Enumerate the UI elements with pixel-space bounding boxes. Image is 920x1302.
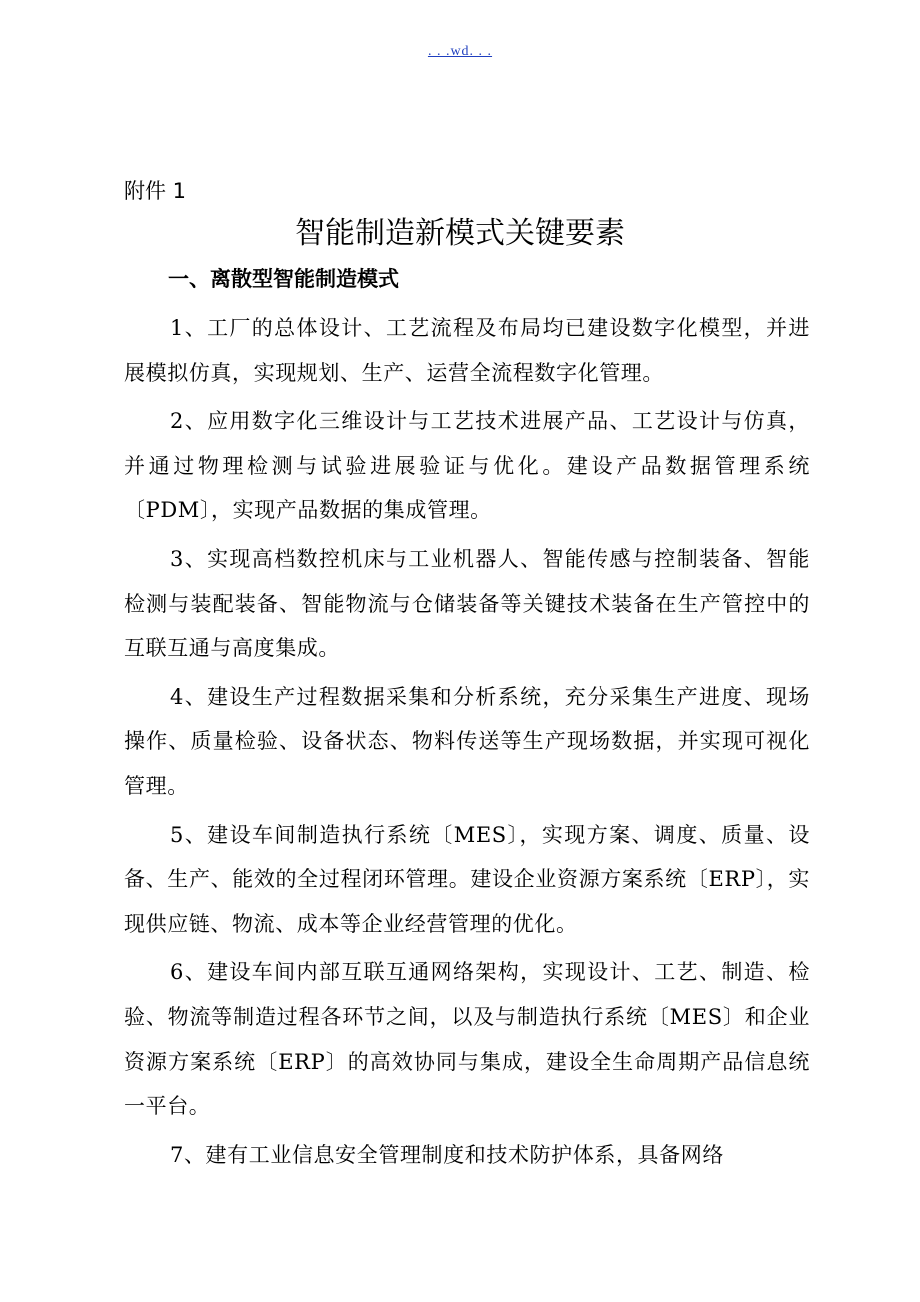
header-mark: . . .wd. . . (427, 44, 493, 59)
paragraph-3: 3、实现高档数控机床与工业机器人、智能传感与控制装备、智能检测与装配装备、智能物流与仓储装备等关键技术装备在生产管控中的互联互通与高度集成。 (124, 546, 810, 661)
section-heading: 一、离散型智能制造模式 (168, 267, 399, 291)
paragraph-6: 6、建设车间内部互联互通网络架构，实现设计、工艺、制造、检验、物流等制造过程各环节之间，以及与制造执行系统〔MES〕和企业资源方案系统〔ERP〕的高效协同与集成，建设全生命周期产品信息统一平台。 (124, 960, 810, 1119)
paragraph-1: 1、工厂的总体设计、工艺流程及布局均已建设数字化模型，并进展模拟仿真，实现规划、生产、运营全流程数字化管理。 (124, 316, 810, 385)
paragraph-2: 2、应用数字化三维设计与工艺技术进展产品、工艺设计与仿真，并通过物理检测与试验进展验证与优化。建设产品数据管理系统〔PDM〕，实现产品数据的集成管理。 (124, 409, 810, 523)
paragraph-5: 5、建设车间制造执行系统〔MES〕，实现方案、调度、质量、设备、生产、能效的全过程闭环管理。建设企业资源方案系统〔ERP〕，实现供应链、物流、成本等企业经营管理的优化。 (124, 822, 810, 936)
attachment-label: 附件 1 (124, 179, 187, 203)
paragraph-4: 4、建设生产过程数据采集和分析系统，充分采集生产进度、现场操作、质量检验、设备状态、物料传送等生产现场数据，并实现可视化管理。 (124, 684, 810, 798)
body-text (124, 306, 810, 1181)
document-title: 智能制造新模式关键要素 (295, 216, 625, 251)
paragraph-7: 7、建有工业信息安全管理制度和技术防护体系，具备网络 (170, 1142, 724, 1167)
